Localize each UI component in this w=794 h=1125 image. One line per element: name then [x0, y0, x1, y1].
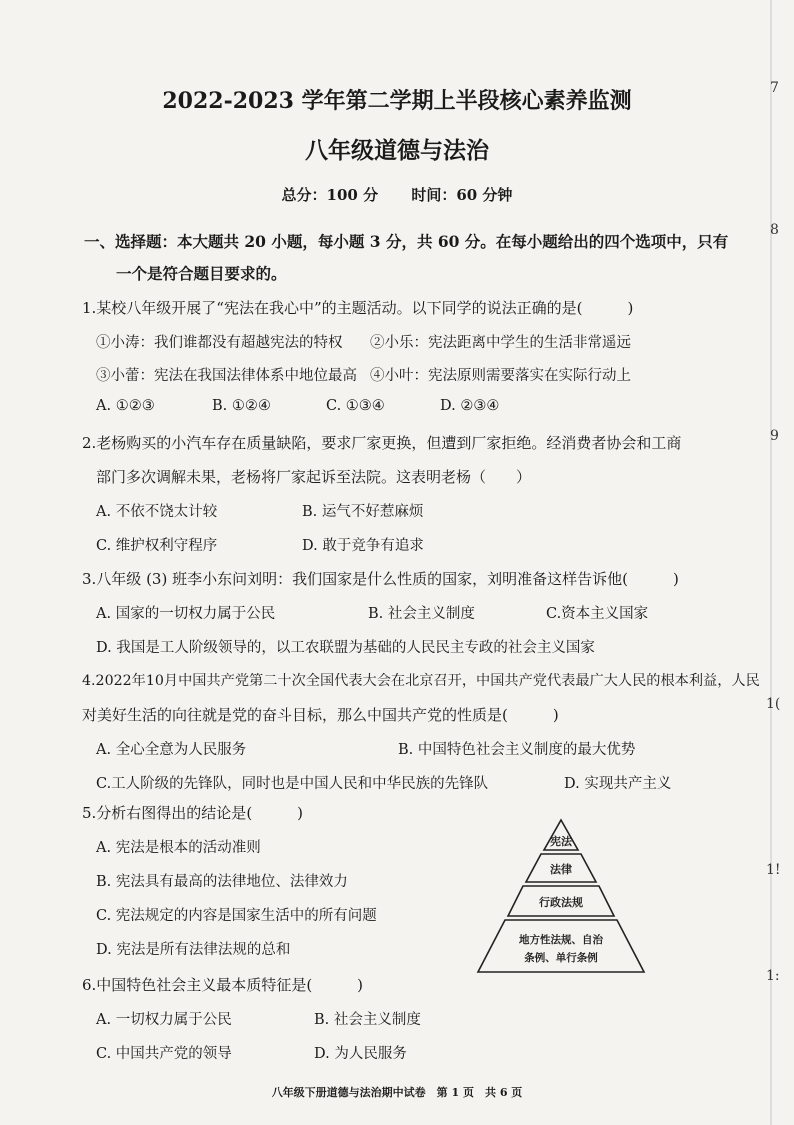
total-score: 总分：100 分	[281, 186, 379, 204]
question-1-statement-3: ③小蕾：宪法在我国法律体系中地位最高	[96, 368, 357, 384]
question-3-option-c: C.资本主义国家	[546, 606, 649, 622]
question-1-statement-1: ①小涛：我们谁都没有超越宪法的特权	[96, 335, 343, 351]
pyramid-label-constitution: 宪法	[550, 835, 572, 848]
question-3-stem: 3.八年级 (3) 班李小东问刘明：我们国家是什么性质的国家，刘明准备这样告诉他( )	[82, 570, 679, 588]
question-5-option-a: A. 宪法是根本的活动准则	[96, 840, 261, 856]
question-6-option-a: A. 一切权力属于公民	[96, 1012, 232, 1028]
question-2-option-b: B. 运气不好惹麻烦	[302, 504, 424, 520]
question-4-option-c: C.工人阶级的先锋队，同时也是中国人民和中华民族的先锋队	[96, 776, 489, 792]
question-6-stem: 6.中国特色社会主义最本质特征是( )	[82, 976, 364, 994]
question-4-stem-line1: 4.2022年10月中国共产党第二十次全国代表大会在北京召开，中国共产党代表最广大人民的根本利益，人民	[82, 673, 760, 689]
pyramid-label-law: 法律	[550, 863, 572, 876]
question-2-stem-line2: 部门多次调解未果，老杨将厂家起诉至法院。这表明老杨（ ）	[96, 468, 532, 486]
pyramid-label-administrative: 行政法规	[539, 896, 583, 909]
margin-mark: 1:	[766, 968, 780, 984]
question-1-option-b: B. ①②④	[212, 398, 271, 414]
question-4-option-d: D. 实现共产主义	[564, 776, 672, 792]
question-4-option-a: A. 全心全意为人民服务	[96, 742, 247, 758]
section-instruction-line1: 一、选择题：本大题共 20 小题，每小题 3 分，共 60 分。在每小题给出的四个选项中，只有	[84, 232, 729, 251]
question-6-option-d: D. 为人民服务	[314, 1046, 407, 1062]
pyramid-label-local-1: 地方性法规、自治	[519, 934, 603, 946]
margin-mark: 1!	[766, 862, 781, 878]
section-instruction-line2: 一个是符合题目要求的。	[116, 264, 287, 283]
margin-mark: 8	[770, 222, 779, 238]
question-2-stem-line1: 2.老杨购买的小汽车存在质量缺陷，要求厂家更换，但遭到厂家拒绝。经消费者协会和工商	[82, 434, 682, 452]
question-5-option-c: C. 宪法规定的内容是国家生活中的所有问题	[96, 908, 377, 924]
question-6-option-b: B. 社会主义制度	[314, 1012, 421, 1028]
question-1-option-d: D. ②③④	[440, 398, 500, 414]
question-1-statement-4: ④小叶：宪法原则需要落实在实际行动上	[370, 368, 631, 384]
question-1-statement-2: ②小乐：宪法距离中学生的生活非常遥远	[370, 335, 631, 351]
pyramid-label-local-2: 条例、单行条例	[524, 952, 598, 964]
scan-edge	[770, 0, 772, 1125]
pyramid-tier-4	[478, 920, 644, 972]
page-footer: 八年级下册道德与法治期中试卷 第 1 页 共 6 页	[271, 1086, 523, 1099]
exam-title: 2022-2023 学年第二学期上半段核心素养监测	[162, 88, 632, 114]
margin-mark: 1(	[766, 696, 781, 712]
question-6-option-c: C. 中国共产党的领导	[96, 1046, 232, 1062]
question-4-stem-line2: 对美好生活的向往就是党的奋斗目标，那么中国共产党的性质是( )	[82, 706, 559, 724]
exam-meta	[0, 184, 794, 205]
question-3-option-a: A. 国家的一切权力属于公民	[96, 606, 276, 622]
question-2-option-d: D. 敢于竞争有追求	[302, 538, 424, 554]
question-4-option-b: B. 中国特色社会主义制度的最大优势	[398, 742, 636, 758]
question-2-option-a: A. 不依不饶太计较	[96, 504, 218, 520]
law-hierarchy-pyramid	[476, 818, 646, 976]
margin-mark: 7	[770, 80, 779, 96]
question-1-option-c: C. ①③④	[326, 398, 385, 414]
question-5-option-d: D. 宪法是所有法律法规的总和	[96, 942, 291, 958]
margin-mark: 9	[770, 428, 779, 444]
question-1-option-a: A. ①②③	[96, 398, 155, 414]
exam-time: 时间：60 分钟	[411, 186, 513, 204]
question-3-option-b: B. 社会主义制度	[368, 606, 475, 622]
question-1-stem: 1.某校八年级开展了“宪法在我心中”的主题活动。以下同学的说法正确的是( )	[82, 299, 634, 317]
question-3-option-d: D. 我国是工人阶级领导的，以工农联盟为基础的人民民主专政的社会主义国家	[96, 640, 595, 656]
question-5-stem: 5.分析右图得出的结论是( )	[82, 804, 304, 822]
question-5-option-b: B. 宪法具有最高的法律地位、法律效力	[96, 874, 348, 890]
exam-subject: 八年级道德与法治	[305, 137, 489, 164]
question-2-option-c: C. 维护权利守程序	[96, 538, 218, 554]
